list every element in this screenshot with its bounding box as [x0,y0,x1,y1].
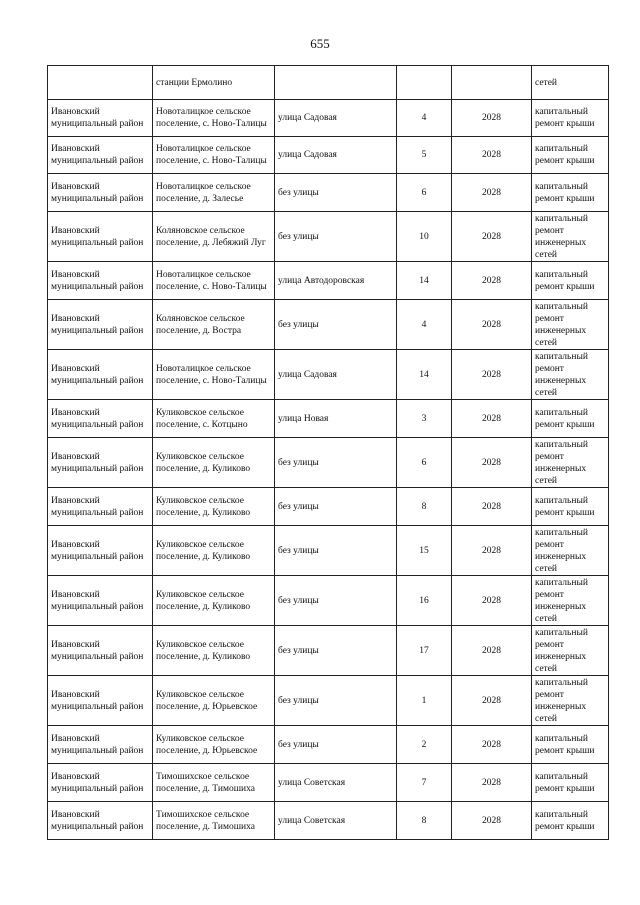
cell-house: 16 [397,576,452,626]
cell-house: 14 [397,350,452,400]
cell-work: капитальный ремонт инженерных сетей [532,212,609,262]
cell-street: без улицы [275,488,397,526]
cell-house: 8 [397,488,452,526]
cell-settlement: Куликовское сельское поселение, д. Куликово [153,438,275,488]
cell-year: 2028 [452,100,532,137]
cell-settlement: Новоталицкое сельское поселение, с. Ново-Талицы [153,262,275,300]
cell-house: 10 [397,212,452,262]
cell-street: без улицы [275,438,397,488]
cell-year: 2028 [452,626,532,676]
cell-district: Ивановский муниципальный район [48,526,153,576]
cell-settlement: Новоталицкое сельское поселение, д. Залесье [153,174,275,212]
cell-street: без улицы [275,676,397,726]
table-row-continuation [48,66,609,100]
table-row [48,488,609,526]
cell-district: Ивановский муниципальный район [48,726,153,764]
table-row [48,174,609,212]
table-row [48,726,609,764]
cell-street: улица Садовая [275,350,397,400]
table-row [48,802,609,840]
cell-work: капитальный ремонт крыши [532,726,609,764]
table-row [48,576,609,626]
cell-district: Ивановский муниципальный район [48,764,153,802]
cell-district: Ивановский муниципальный район [48,400,153,438]
cell-work: капитальный ремонт крыши [532,400,609,438]
cell-work: капитальный ремонт инженерных сетей [532,300,609,350]
table-row [48,764,609,802]
cell-house: 1 [397,676,452,726]
cell-work: капитальный ремонт крыши [532,488,609,526]
cell-street: без улицы [275,174,397,212]
cell-district: Ивановский муниципальный район [48,488,153,526]
cell-settlement: Новоталицкое сельское поселение, с. Ново-Талицы [153,100,275,137]
cell-district: Ивановский муниципальный район [48,300,153,350]
cell-house: 8 [397,802,452,840]
cell-house: 2 [397,726,452,764]
table-row [48,626,609,676]
cell-district: Ивановский муниципальный район [48,438,153,488]
cell-settlement: Куликовское сельское поселение, д. Куликово [153,626,275,676]
cell-year: 2028 [452,400,532,438]
cell-street: улица Садовая [275,100,397,137]
cell-work: капитальный ремонт крыши [532,764,609,802]
cell-settlement: Куликовское сельское поселение, д. Куликово [153,526,275,576]
cell-settlement: Куликовское сельское поселение, д. Юрьевское [153,676,275,726]
cell-work: сетей [532,66,609,100]
cell-house: 6 [397,438,452,488]
cell-district: Ивановский муниципальный район [48,576,153,626]
table-row [48,526,609,576]
cell-work: капитальный ремонт инженерных сетей [532,526,609,576]
cell-work: капитальный ремонт инженерных сетей [532,626,609,676]
cell-street: без улицы [275,576,397,626]
cell-house: 3 [397,400,452,438]
table-body [48,66,609,840]
cell-street: улица Автодоровская [275,262,397,300]
cell-year: 2028 [452,488,532,526]
table-row [48,212,609,262]
cell-year: 2028 [452,802,532,840]
cell-settlement: Куликовское сельское поселение, д. Куликово [153,488,275,526]
cell-year: 2028 [452,300,532,350]
cell-year: 2028 [452,438,532,488]
cell-work: капитальный ремонт крыши [532,262,609,300]
cell-house: 5 [397,137,452,174]
cell-work: капитальный ремонт крыши [532,802,609,840]
cell-district: Ивановский муниципальный район [48,676,153,726]
cell-district: Ивановский муниципальный район [48,137,153,174]
housing-repair-table [47,65,609,840]
cell-street [275,66,397,100]
cell-house: 15 [397,526,452,576]
cell-work: капитальный ремонт крыши [532,174,609,212]
cell-year: 2028 [452,137,532,174]
table-row [48,350,609,400]
cell-district: Ивановский муниципальный район [48,174,153,212]
cell-work: капитальный ремонт крыши [532,100,609,137]
cell-year: 2028 [452,764,532,802]
cell-settlement: Коляновское сельское поселение, д. Лебяжий Луг [153,212,275,262]
table-row [48,438,609,488]
cell-house: 7 [397,764,452,802]
cell-work: капитальный ремонт инженерных сетей [532,676,609,726]
cell-district: Ивановский муниципальный район [48,100,153,137]
cell-work: капитальный ремонт инженерных сетей [532,438,609,488]
cell-house: 4 [397,100,452,137]
cell-settlement: станции Ермолино [153,66,275,100]
cell-house: 4 [397,300,452,350]
cell-settlement: Куликовское сельское поселение, д. Юрьевское [153,726,275,764]
page-number: 655 [310,36,330,51]
cell-district: Ивановский муниципальный район [48,350,153,400]
table-row [48,262,609,300]
cell-house: 17 [397,626,452,676]
cell-year: 2028 [452,676,532,726]
cell-street: улица Советская [275,802,397,840]
cell-district: Ивановский муниципальный район [48,262,153,300]
cell-year: 2028 [452,262,532,300]
cell-street: улица Советская [275,764,397,802]
cell-year: 2028 [452,726,532,764]
cell-street: без улицы [275,300,397,350]
cell-year: 2028 [452,212,532,262]
cell-year: 2028 [452,576,532,626]
cell-house [397,66,452,100]
cell-street: без улицы [275,626,397,676]
cell-district: Ивановский муниципальный район [48,626,153,676]
cell-settlement: Новоталицкое сельское поселение, с. Ново-Талицы [153,137,275,174]
cell-street: улица Новая [275,400,397,438]
cell-year: 2028 [452,526,532,576]
cell-district: Ивановский муниципальный район [48,212,153,262]
cell-settlement: Новоталицкое сельское поселение, с. Ново-Талицы [153,350,275,400]
table-row [48,400,609,438]
cell-house: 6 [397,174,452,212]
cell-work: капитальный ремонт крыши [532,137,609,174]
table-row [48,137,609,174]
cell-street: без улицы [275,526,397,576]
cell-year [452,66,532,100]
cell-settlement: Коляновское сельское поселение, д. Востра [153,300,275,350]
cell-street: без улицы [275,726,397,764]
table-row [48,300,609,350]
cell-settlement: Куликовское сельское поселение, д. Куликово [153,576,275,626]
cell-work: капитальный ремонт инженерных сетей [532,350,609,400]
cell-year: 2028 [452,174,532,212]
table-row [48,100,609,137]
cell-house: 14 [397,262,452,300]
cell-district [48,66,153,100]
cell-district: Ивановский муниципальный район [48,802,153,840]
table-row [48,676,609,726]
cell-street: улица Садовая [275,137,397,174]
cell-settlement: Тимошихское сельское поселение, д. Тимошиха [153,802,275,840]
cell-street: без улицы [275,212,397,262]
cell-settlement: Куликовское сельское поселение, с. Котцыно [153,400,275,438]
cell-year: 2028 [452,350,532,400]
cell-settlement: Тимошихское сельское поселение, д. Тимошиха [153,764,275,802]
cell-work: капитальный ремонт инженерных сетей [532,576,609,626]
